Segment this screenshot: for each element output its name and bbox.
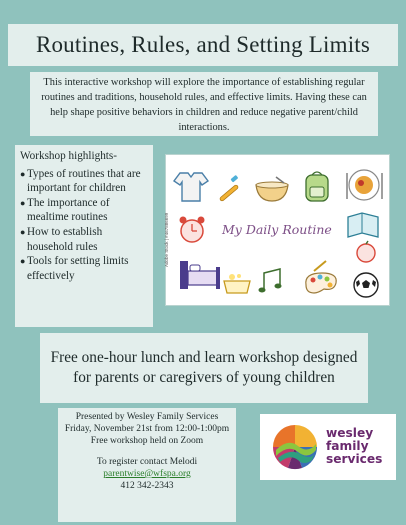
email-link[interactable]: parentwise@wfspa.org <box>103 468 191 479</box>
logo-wordmark: wesley family services <box>326 426 383 466</box>
daily-routine-illustration <box>165 154 390 306</box>
highlight-item: ● How to establish household rules <box>20 225 103 253</box>
book-icon <box>348 213 378 237</box>
logo-emblem-icon <box>268 424 322 470</box>
highlight-item: ● Tools for setting limits effectively <box>20 255 129 282</box>
highlights-box <box>15 145 153 327</box>
bullet-icon: ● <box>20 256 26 267</box>
title-banner <box>8 24 398 66</box>
soccer-ball-icon <box>354 273 378 297</box>
wesley-logo <box>260 414 396 480</box>
phone-text: 412 342-2343 <box>120 481 174 492</box>
bath-icon <box>224 274 250 293</box>
apple-icon <box>357 241 375 262</box>
intro-box <box>30 72 378 136</box>
highlights-heading: Workshop highlights- <box>20 150 117 162</box>
bed-icon <box>180 261 220 289</box>
toothbrush-icon <box>219 175 238 202</box>
bullet-icon: ● <box>20 168 26 179</box>
t-shirt-icon <box>174 173 208 201</box>
presenter-text: Presented by Wesley Family Services <box>75 412 219 422</box>
bowl-icon <box>256 177 288 201</box>
image-credit: Adobe Stock | #467886699 <box>164 212 169 267</box>
music-notes-icon <box>259 269 282 293</box>
highlight-item: ● Types of routines that are important for children <box>20 167 141 195</box>
highlight-item: ● The importance of mealtime routines <box>20 196 110 224</box>
paint-palette-icon <box>306 261 336 293</box>
intro-text: This interactive workshop will explore the importance of establishing regular routines and traditions, household rules, and effective limits. Having these can help shape positive behaviors in children and reduce negative parent/child interactions. <box>41 77 367 133</box>
location-text: Free workshop held on Zoom <box>90 436 204 447</box>
register-text: To register contact Melodi <box>96 456 198 467</box>
date-time-text: Friday, November 21st from 12:00-1:00pm <box>64 424 230 435</box>
details-box <box>58 408 236 522</box>
page-title: Routines, Rules, and Setting Limits <box>35 32 371 57</box>
lunch-text: Free one-hour lunch and learn workshop designed for parents or caregivers of young children <box>50 349 358 386</box>
bullet-icon: ● <box>20 226 26 237</box>
lunch-banner <box>40 333 368 403</box>
backpack-icon <box>306 172 328 201</box>
alarm-clock-icon <box>180 217 205 243</box>
routine-title: My Daily Routine <box>222 222 332 237</box>
bullet-icon: ● <box>20 197 26 208</box>
plate-icon <box>347 170 382 200</box>
